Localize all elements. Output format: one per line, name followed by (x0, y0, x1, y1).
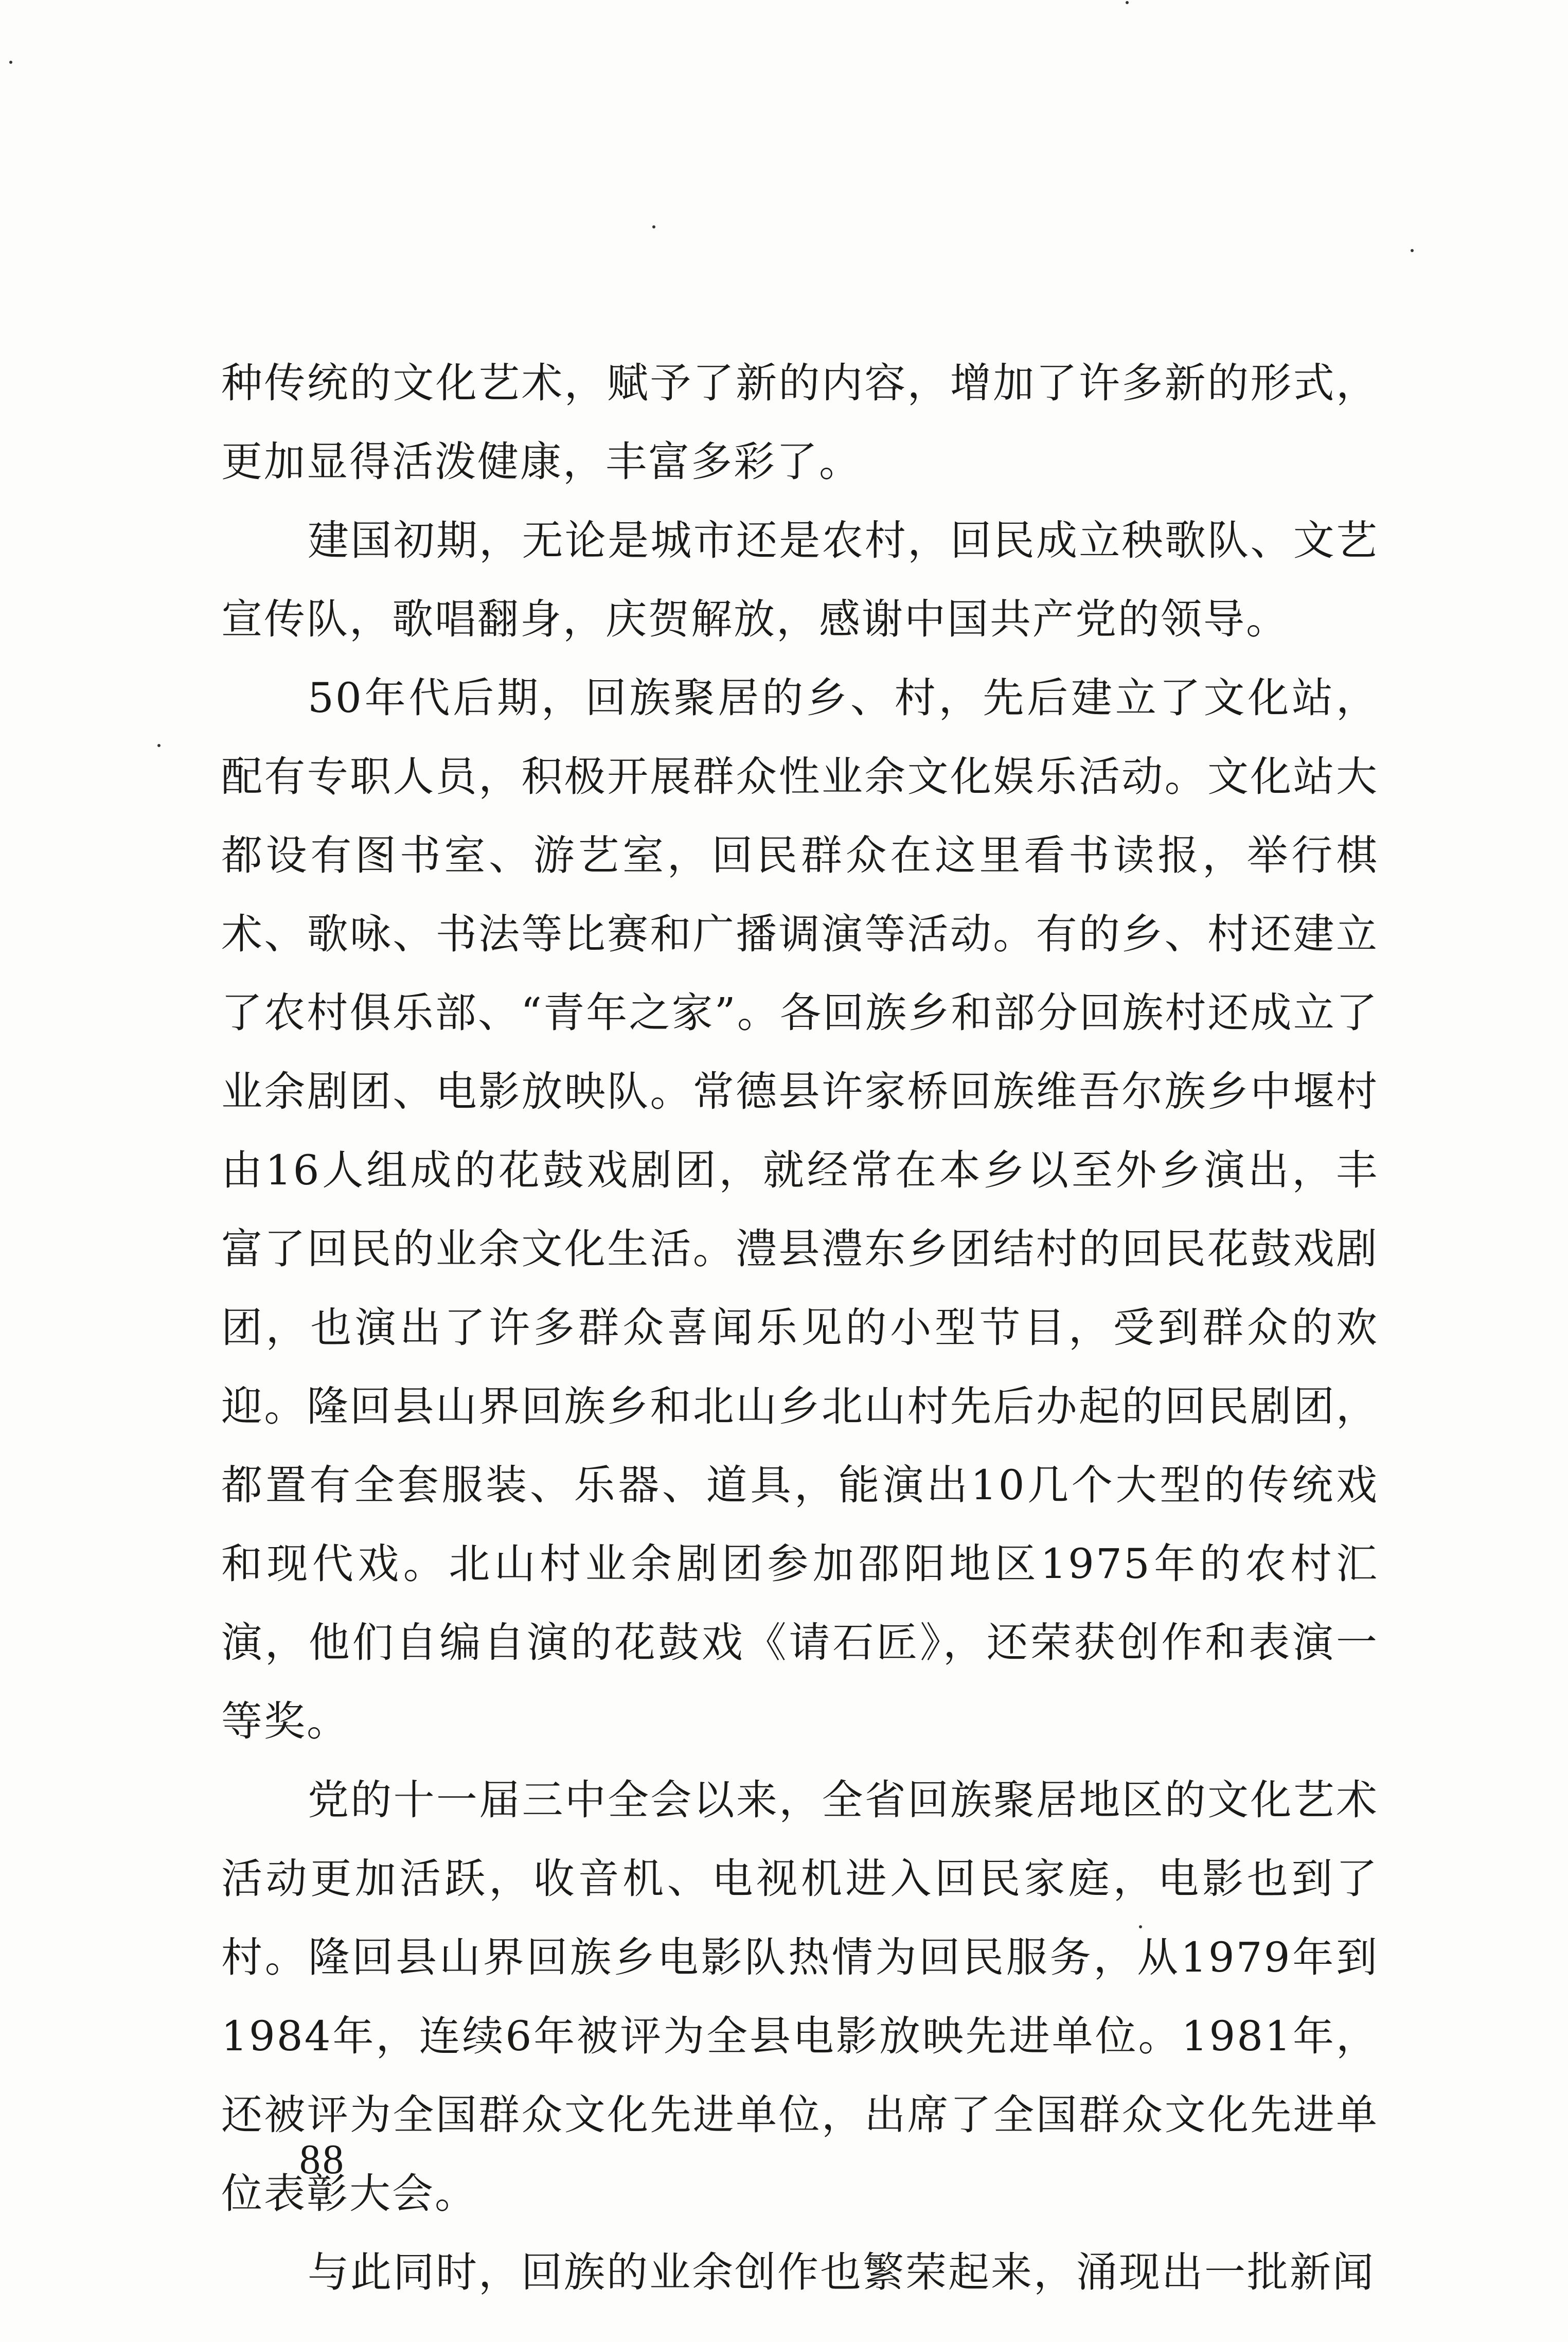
scan-speck (9, 61, 12, 64)
scan-speck (1126, 1, 1129, 4)
paragraph-5: 与此同时，回族的业余创作也繁荣起来，涌现出一批新闻 (308, 2248, 1375, 2296)
scan-speck (1411, 249, 1414, 252)
body-text (221, 344, 1379, 2312)
paragraph-1: 种传统的文化艺术，赋予了新的内容，增加了许多新的形式，更加显得活泼健康，丰富多彩了。 (221, 359, 1379, 486)
scan-speck (157, 744, 161, 747)
paragraph-4: 党的十一届三中全会以来，全省回族聚居地区的文化艺术活动更加活跃，收音机、电视机进入回民家庭，电影也到了村。隆回县山界回族乡电影队热情为回民服务，从1979年到1984年，连续6年被评为全县电影放映先进单位。1981年，还被评为全国群众文化先进单位，出席了全国群众文化先进单位表彰大会。 (221, 1776, 1379, 2217)
scan-speck (652, 225, 655, 228)
paragraph-2: 建国初期，无论是城市还是农村，回民成立秧歌队、文艺宣传队，歌唱翻身，庆贺解放，感谢中国共产党的领导。 (221, 517, 1379, 643)
page-number: 88 (299, 2136, 346, 2183)
paragraph-3: 50年代后期，回族聚居的乡、村，先后建立了文化站，配有专职人员，积极开展群众性业余文化娱乐活动。文化站大都设有图书室、游艺室，回民群众在这里看书读报，举行棋术、歌咏、书法等比赛和广播调演等活动。有的乡、村还建立了农村俱乐部、“青年之家”。各回族乡和部分回族村还成立了业余剧团、电影放映队。常德县许家桥回族维吾尔族乡中堰村由16人组成的花鼓戏剧团，就经常在本乡以至外乡演出，丰富了回民的业余文化生活。澧县澧东乡团结村的回民花鼓戏剧团，也演出了许多群众喜闻乐见的小型节目，受到群众的欢迎。隆回县山界回族乡和北山乡北山村先后办起的回民剧团，都置有全套服装、乐器、道具，能演出10几个大型的传统戏和现代戏。北山村业余剧团参加邵阳地区1975年的农村汇演，他们自编自演的花鼓戏《请石匠》，还荣获创作和表演一等奖。 (221, 674, 1379, 1745)
